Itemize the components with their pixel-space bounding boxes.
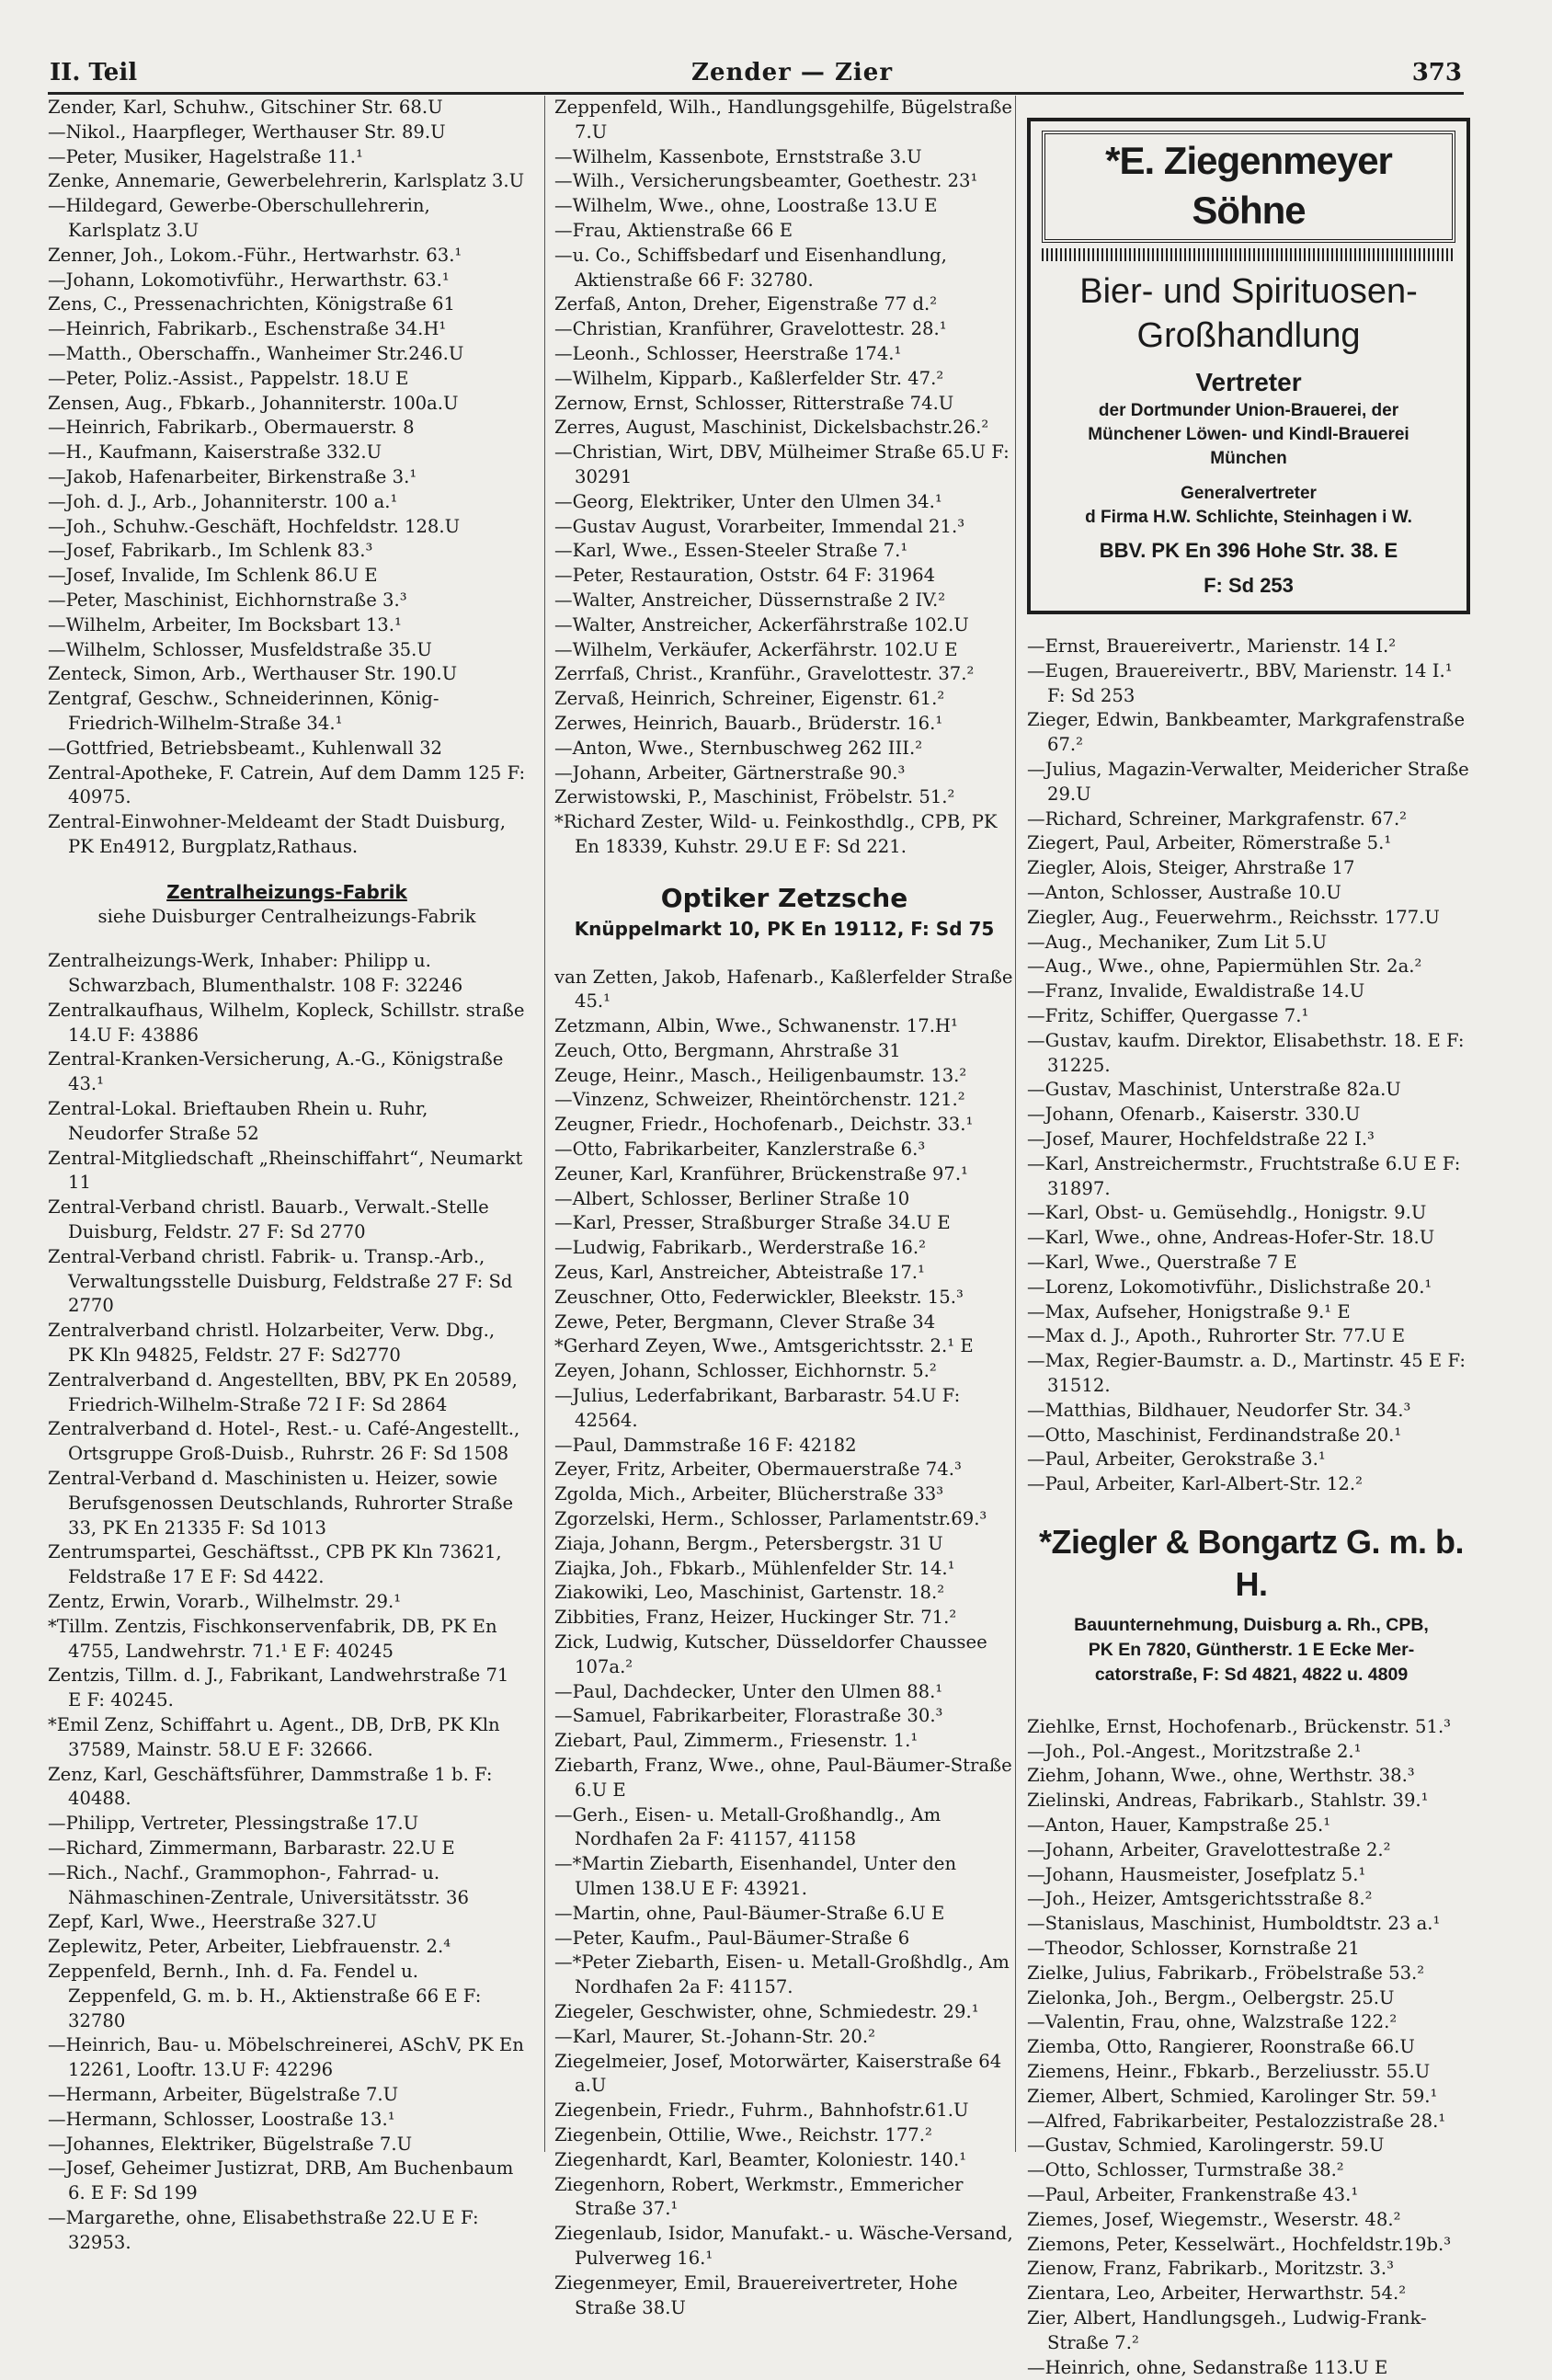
directory-entry: —Peter, Musiker, Hagelstraße 11.¹ (48, 145, 363, 167)
directory-entry: Ziegeler, Geschwister, ohne, Schmiedestr. 29.¹ (554, 2000, 979, 2022)
directory-entry: Zentral-Kranken-Versicherung, A.-G., Königstraße 43.¹ (48, 1048, 504, 1095)
directory-entry: —Walter, Anstreicher, Düssernstraße 2 IV.² (554, 589, 946, 611)
directory-entry: Zenner, Joh., Lokom.-Führ., Hertwarhstr. 63.¹ (48, 244, 462, 266)
directory-entry: —Aug., Mechaniker, Zum Lit 5.U (1027, 931, 1328, 953)
entry-list (554, 966, 1014, 2321)
directory-entry: Zepf, Karl, Wwe., Heerstraße 327.U (48, 1911, 378, 1933)
directory-entry: Zentral-Apotheke, F. Catrein, Auf dem Damm 125 F: 40975. (48, 761, 526, 808)
directory-entry: Ziegler, Aug., Feuerwehrm., Reichsstr. 177.U (1027, 906, 1440, 928)
directory-entry: —Christian, Wirt, DBV, Mülheimer Straße 65.U F: 30291 (554, 441, 1010, 487)
directory-entry: Zenke, Annemarie, Gewerbelehrerin, Karlsplatz 3.U (48, 170, 525, 192)
directory-entry: —Martin, ohne, Paul-Bäumer-Straße 6.U E (554, 1902, 945, 1924)
directory-entry: —Anton, Hauer, Kampstraße 25.¹ (1027, 1814, 1331, 1836)
directory-entry: Zentralverband d. Angestellten, BBV, PK En 20589, Friedrich-Wilhelm-Straße 72 I F: Sd 2864 (48, 1368, 518, 1415)
directory-entry: —Peter, Poliz.-Assist., Pappelstr. 18.U E (48, 367, 409, 389)
directory-entry: —Josef, Geheimer Justizrat, DRB, Am Buchenbaum 6. E F: Sd 199 (48, 2157, 514, 2204)
directory-entry: Zienow, Franz, Fabrikarb., Moritzstr. 3.³ (1027, 2258, 1394, 2280)
column-3 (1015, 96, 1476, 2378)
directory-entry: Zentralverband d. Hotel-, Rest.- u. Café-Angestellt., Ortsgruppe Groß-Duisb., Ruhrstr. 26 F: Sd 1508 (48, 1418, 520, 1465)
directory-entry: —Rich., Nachf., Grammophon-, Fahrrad- u. Nähmaschinen-Zentrale, Universitätsstr. 36 (48, 1861, 469, 1908)
directory-entry: —Joh., Schuhw.-Geschäft, Hochfeldstr. 128.U (48, 515, 461, 537)
directory-entry: —Ludwig, Fabrikarb., Werderstraße 16.² (554, 1237, 926, 1259)
directory-entry: Zentral-Verband christl. Fabrik- u. Transp.-Arb., Verwaltungsstelle Duisburg, Feldstraße 27 F: Sd 2770 (48, 1245, 513, 1317)
directory-entry: Zgolda, Mich., Arbeiter, Blücherstraße 33³ (554, 1483, 944, 1505)
directory-entry: —Lorenz, Lokomotivführ., Dislichstraße 20.¹ (1027, 1276, 1432, 1298)
ad-phone: F: Sd 253 (1204, 574, 1294, 597)
directory-entry: Zerwes, Heinrich, Bauarb., Brüderstr. 16.¹ (554, 712, 943, 734)
page-header (48, 55, 1464, 95)
directory-entry: Zewe, Peter, Bergmann, Clever Straße 34 (554, 1310, 936, 1333)
directory-entry: Zentgraf, Geschw., Schneiderinnen, König-Friedrich-Wilhelm-Straße 34.¹ (48, 688, 439, 734)
directory-entry: Zeuch, Otto, Bergmann, Ahrstraße 31 (554, 1039, 901, 1061)
directory-entry: —Karl, Presser, Straßburger Straße 34.U E (554, 1212, 951, 1234)
directory-entry: —Peter, Kaufm., Paul-Bäumer-Straße 6 (554, 1927, 910, 1949)
advertisement-optiker (554, 880, 1014, 942)
directory-entry: —Gustav, Schmied, Karolingerstr. 59.U (1027, 2134, 1385, 2157)
directory-entry: *Emil Zenz, Schiffahrt u. Agent., DB, DrB, PK Kln 37589, Mainstr. 58.U E F: 32666. (48, 1714, 500, 1760)
directory-entry: —Julius, Magazin-Verwalter, Meidericher Straße 29.U (1027, 758, 1469, 805)
ad-line: München (1210, 449, 1287, 468)
directory-entry: —Karl, Wwe., Essen-Steeler Straße 7.¹ (554, 540, 908, 562)
directory-entry: —Anton, Schlosser, Austraße 10.U (1027, 881, 1341, 903)
directory-entry: —Otto, Maschinist, Ferdinandstraße 20.¹ (1027, 1424, 1402, 1446)
entry-list (48, 96, 526, 860)
directory-entry: —Paul, Arbeiter, Frankenstraße 43.¹ (1027, 2184, 1359, 2206)
directory-entry: Zeugner, Friedr., Hochofenarb., Deichstr. 33.¹ (554, 1114, 974, 1136)
directory-entry: Zeuge, Heinr., Masch., Heiligenbaumstr. 13.² (554, 1064, 967, 1086)
directory-entry: Zentralheizungs-Werk, Inhaber: Philipp u. Schwarzbach, Blumenthalstr. 108 F: 32246 (48, 950, 463, 997)
directory-entry: —Joh., Pol.-Angest., Moritzstraße 2.¹ (1027, 1740, 1362, 1762)
directory-entry: —Ernst, Brauereivertr., Marienstr. 14 I.² (1027, 635, 1397, 657)
directory-entry: Zielke, Julius, Fabrikarb., Fröbelstraße 53.² (1027, 1962, 1425, 1984)
directory-entry: Zervaß, Heinrich, Schreiner, Eigenstr. 61.² (554, 688, 945, 710)
directory-entry: Zielinski, Andreas, Fabrikarb., Stahlstr. 39.¹ (1027, 1790, 1429, 1812)
directory-entry: —Otto, Schlosser, Turmstraße 38.² (1027, 2159, 1344, 2181)
entry-list (554, 96, 1014, 860)
directory-entry: —Josef, Invalide, Im Schlenk 86.U E (48, 565, 378, 587)
directory-entry: Zeppenfeld, Bernh., Inh. d. Fa. Fendel u. Zeppenfeld, G. m. b. H., Aktienstraße 66 E F: 32780 (48, 1960, 482, 2031)
ad-line: Münchener Löwen- und Kindl-Brauerei (1088, 425, 1409, 444)
directory-entry: —Paul, Dachdecker, Unter den Ulmen 88.¹ (554, 1680, 943, 1702)
header-range-label: Zender — Zier (691, 59, 894, 86)
directory-entry: Zerfaß, Anton, Dreher, Eigenstraße 77 d.² (554, 293, 938, 315)
directory-entry: Zentzis, Tillm. d. J., Fabrikant, Landwehrstraße 71 E F: 40245. (48, 1665, 509, 1711)
directory-entry: Zerwistowski, P., Maschinist, Fröbelstr. 51.² (554, 786, 955, 808)
section-title: Zentralheizungs-Fabrik (166, 880, 407, 903)
ad-business-name: *Ziegler & Bongartz G. m. b. H. (1038, 1522, 1465, 1603)
ad-contact: BBV. PK En 396 Hohe Str. 38. E (1099, 539, 1398, 562)
directory-entry: Zentral-Mitgliedschaft „Rheinschiffahrt“, Neumarkt 11 (48, 1147, 523, 1194)
directory-entry: —Wilhelm, Arbeiter, Im Bocksbart 13.¹ (48, 613, 402, 635)
directory-entry: —Karl, Wwe., Querstraße 7 E (1027, 1251, 1297, 1273)
directory-entry: Ziajka, Joh., Fbkarb., Mühlenfelder Str. 14.¹ (554, 1557, 955, 1579)
directory-entry: Zentz, Erwin, Vorarb., Wilhelmstr. 29.¹ (48, 1591, 402, 1613)
directory-entry: —Joh. d. J., Arb., Johanniterstr. 100 a.¹ (48, 490, 398, 512)
directory-entry: —Anton, Wwe., Sternbuschweg 262 III.² (554, 737, 923, 759)
directory-entry: Zgorzelski, Herm., Schlosser, Parlamentstr.69.³ (554, 1508, 987, 1530)
directory-entry: —Margarethe, ohne, Elisabethstraße 22.U E F: 32953. (48, 2206, 479, 2253)
ad-business-name: Optiker Zetzsche (660, 882, 908, 913)
directory-entry: Ziemer, Albert, Schmied, Karolinger Str. 59.¹ (1027, 2085, 1438, 2107)
directory-entry: —H., Kaufmann, Kaiserstraße 332.U (48, 441, 382, 463)
directory-entry: —Wilhelm, Verkäufer, Ackerfährstr. 102.U E (554, 638, 958, 660)
page-number: 373 (1411, 59, 1462, 86)
directory-entry: Ziegenlaub, Isidor, Manufakt.- u. Wäsche-Versand, Pulverweg 16.¹ (554, 2223, 1013, 2269)
directory-entry: Zenz, Karl, Geschäftsführer, Dammstraße 1 b. F: 40488. (48, 1763, 493, 1810)
directory-entry: Ziebart, Paul, Zimmerm., Friesenstr. 1.¹ (554, 1730, 919, 1752)
directory-entry: *Tillm. Zentzis, Fischkonservenfabrik, DB, PK En 4755, Landwehrstr. 71.¹ E F: 40245 (48, 1615, 497, 1662)
directory-entry: Zernow, Ernst, Schlosser, Ritterstraße 74.U (554, 392, 954, 414)
directory-entry: —Max d. J., Apoth., Ruhrorter Str. 77.U E (1027, 1325, 1406, 1347)
ad-divider (1042, 248, 1455, 261)
directory-entry: —Karl, Anstreichermstr., Fruchtstraße 6.U E F: 31897. (1027, 1152, 1461, 1199)
column-2 (544, 96, 1014, 2318)
directory-entry: Ziegenmeyer, Emil, Brauereivertreter, Hohe Straße 38.U (554, 2271, 958, 2318)
directory-entry: Ziehm, Johann, Wwe., ohne, Werthstr. 38.³ (1027, 1765, 1415, 1787)
ad-line: Bauunternehmung, Duisburg a. Rh., CPB, (1074, 1614, 1429, 1635)
directory-entry: —Johann, Ofenarb., Kaiserstr. 330.U (1027, 1104, 1361, 1126)
advertisement-ziegler-bongartz (1027, 1521, 1476, 1688)
entry-list (1027, 1715, 1476, 2380)
directory-entry: —Wilhelm, Kipparb., Kaßlerfelder Str. 47.² (554, 367, 944, 389)
directory-entry: —Johann, Hausmeister, Josefplatz 5.¹ (1027, 1863, 1366, 1885)
directory-entry: Ziemens, Heinr., Fbkarb., Berzeliusstr. 55.U (1027, 2061, 1431, 2083)
directory-entry: Zier, Albert, Handlungsgeh., Ludwig-Frank-Straße 7.² (1027, 2307, 1427, 2353)
directory-entry: Zetzmann, Albin, Wwe., Schwanenstr. 17.H¹ (554, 1015, 958, 1037)
directory-entry: —Josef, Fabrikarb., Im Schlenk 83.³ (48, 540, 373, 562)
directory-entry: —Peter, Restauration, Oststr. 64 F: 31964 (554, 565, 936, 587)
directory-entry: —Wilhelm, Wwe., ohne, Loostraße 13.U E (554, 195, 938, 217)
directory-entry: —Heinrich, Fabrikarb., Obermauerstr. 8 (48, 417, 415, 439)
directory-entry: Zentralverband christl. Holzarbeiter, Verw. Dbg., PK Kln 94825, Feldstr. 27 F: Sd2770 (48, 1320, 496, 1367)
directory-entry: —Johannes, Elektriker, Bügelstraße 7.U (48, 2133, 413, 2155)
directory-entry: —Hildegard, Gewerbe-Oberschullehrerin, Karlsplatz 3.U (48, 195, 430, 241)
directory-entry: —Karl, Obst- u. Gemüsehdlg., Honigstr. 9.U (1027, 1202, 1427, 1224)
directory-entry: Ziegenbein, Friedr., Fuhrm., Bahnhofstr.61.U (554, 2100, 969, 2122)
directory-entry: —Gustav, Maschinist, Unterstraße 82a.U (1027, 1079, 1401, 1101)
directory-entry: —Peter, Maschinist, Eichhornstraße 3.³ (48, 589, 407, 611)
directory-entry: Ziehlke, Ernst, Hochofenarb., Brückenstr. 51.³ (1027, 1715, 1452, 1737)
ad-line: d Firma H.W. Schlichte, Steinhagen i W. (1085, 508, 1412, 527)
directory-entry: Zentral-Verband d. Maschinisten u. Heizer, sowie Berufsgenossen Deutschlands, Ruhrorter Straße 33, PK En 21335 F: Sd 1013 (48, 1468, 514, 1539)
directory-entry: Zentrumspartei, Geschäftsst., CPB PK Kln 73621, Feldstraße 17 E F: Sd 4422. (48, 1541, 502, 1588)
ad-address: Knüppelmarkt 10, PK En 19112, F: Sd 75 (574, 917, 995, 940)
directory-entry: —Josef, Maurer, Hochfeldstraße 22 I.³ (1027, 1127, 1375, 1150)
directory-entry: Ziegert, Paul, Arbeiter, Römerstraße 5.¹ (1027, 832, 1392, 854)
entry-list (48, 949, 526, 2255)
directory-entry: —Gerh., Eisen- u. Metall-Großhandlg., Am Nordhafen 2a F: 41157, 41158 (554, 1803, 941, 1850)
directory-entry: —Wilh., Versicherungsbeamter, Goethestr. 23¹ (554, 170, 978, 192)
directory-entry: Ziemba, Otto, Rangierer, Roonstraße 66.U (1027, 2036, 1415, 2058)
entry-list (1027, 635, 1476, 1497)
directory-entry: Zibbities, Franz, Heizer, Huckinger Str. 71.² (554, 1607, 957, 1629)
directory-entry: —Paul, Arbeiter, Karl-Albert-Str. 12.² (1027, 1473, 1363, 1495)
ad-heading: Vertreter (1195, 368, 1302, 396)
directory-entry: Zeuner, Karl, Kranführer, Brückenstraße 97.¹ (554, 1162, 968, 1184)
directory-entry: Zenteck, Simon, Arb., Werthauser Str. 190.U (48, 663, 458, 685)
directory-entry: —Richard, Zimmermann, Barbarastr. 22.U E (48, 1836, 455, 1859)
directory-entry: —Max, Aufseher, Honigstraße 9.¹ E (1027, 1300, 1351, 1322)
directory-entry: —Otto, Fabrikarbeiter, Kanzlerstraße 6.³ (554, 1139, 926, 1161)
directory-entry: —Nikol., Haarpfleger, Werthauser Str. 89.U (48, 120, 446, 143)
directory-entry: —Alfred, Fabrikarbeiter, Pestalozzistraße 28.¹ (1027, 2110, 1446, 2132)
directory-entry: —Gottfried, Betriebsbeamt., Kuhlenwall 32 (48, 737, 442, 759)
directory-entry: —Leonh., Schlosser, Heerstraße 174.¹ (554, 342, 902, 364)
directory-entry: —Wilhelm, Kassenbote, Ernststraße 3.U (554, 145, 922, 167)
directory-entry: Zielonka, Joh., Bergm., Oelbergstr. 25.U (1027, 1986, 1395, 2008)
directory-entry: —Paul, Arbeiter, Gerokstraße 3.¹ (1027, 1448, 1326, 1470)
directory-entry: —Fritz, Schiffer, Quergasse 7.¹ (1027, 1004, 1309, 1026)
directory-entry: —Heinrich, Fabrikarb., Eschenstraße 34.H¹ (48, 318, 447, 340)
directory-entry: —Hermann, Schlosser, Loostraße 13.¹ (48, 2108, 395, 2130)
directory-entry: —Philipp, Vertreter, Plessingstraße 17.U (48, 1813, 419, 1835)
directory-entry: Zientara, Leo, Arbeiter, Herwarthstr. 54.² (1027, 2283, 1407, 2305)
directory-entry: Zeyer, Fritz, Arbeiter, Obermauerstraße 74.³ (554, 1459, 962, 1481)
directory-entry: *Gerhard Zeyen, Wwe., Amtsgerichtsstr. 2.¹ E (554, 1335, 974, 1357)
directory-entry: Ziegenhorn, Robert, Werkmstr., Emmericher Straße 37.¹ (554, 2173, 964, 2220)
header-part-label: II. Teil (50, 59, 138, 86)
directory-entry: —Matthias, Bildhauer, Neudorfer Str. 34.³ (1027, 1399, 1411, 1421)
ad-line: PK En 7820, Güntherstr. 1 E Ecke Mer- (1088, 1639, 1415, 1660)
directory-entry: Ziebarth, Franz, Wwe., ohne, Paul-Bäumer-Straße 6.U E (554, 1755, 1012, 1801)
directory-entry: —Julius, Lederfabrikant, Barbarastr. 54.U F: 42564. (554, 1385, 961, 1431)
directory-entry: Zerrfaß, Christ., Kranführ., Gravelottestr. 37.² (554, 663, 975, 685)
directory-entry: —Matth., Oberschaffn., Wanheimer Str.246.U (48, 342, 464, 364)
directory-entry: —Albert, Schlosser, Berliner Straße 10 (554, 1187, 910, 1209)
directory-entry: Zentral-Verband christl. Bauarb., Verwalt.-Stelle Duisburg, Feldstr. 27 F: Sd 2770 (48, 1196, 489, 1243)
directory-entry: —Christian, Kranführer, Gravelottestr. 28.¹ (554, 318, 947, 340)
column-1 (48, 96, 526, 2253)
directory-entry: Zeus, Karl, Anstreicher, Abteistraße 17.¹ (554, 1262, 925, 1284)
directory-entry: Zentral-Lokal. Brieftauben Rhein u. Ruhr, Neudorfer Straße 52 (48, 1098, 428, 1144)
directory-entry: —Georg, Elektriker, Unter den Ulmen 34.¹ (554, 490, 942, 512)
directory-entry: Zensen, Aug., Fbkarb., Johanniterstr. 100a.U (48, 392, 459, 414)
directory-entry: Zick, Ludwig, Kutscher, Düsseldorfer Chaussee 107a.² (554, 1631, 987, 1677)
directory-entry: —Gustav, kaufm. Direktor, Elisabethstr. 18. E F: 31225. (1027, 1029, 1465, 1076)
directory-entry: —Heinrich, Bau- u. Möbelschreinerei, ASchV, PK En 12261, Looftr. 13.U F: 42296 (48, 2034, 524, 2081)
ad-line: der Dortmunder Union-Brauerei, der (1098, 401, 1399, 420)
directory-entry: —*Martin Ziebarth, Eisenhandel, Unter den Ulmen 138.U E F: 43921. (554, 1853, 957, 1899)
directory-entry: Ziegler, Alois, Steiger, Ahrstraße 17 (1027, 857, 1355, 879)
directory-entry: *Richard Zester, Wild- u. Feinkosthdlg., CPB, PK En 18339, Kuhstr. 29.U E F: Sd 221. (554, 811, 998, 857)
directory-entry: Zens, C., Pressenachrichten, Königstraße 61 (48, 293, 455, 315)
directory-entry: Zerres, August, Maschinist, Dickelsbachstr.26.² (554, 417, 989, 439)
directory-entry: —Stanislaus, Maschinist, Humboldtstr. 23 a.¹ (1027, 1913, 1441, 1935)
directory-entry: Ziegelmeier, Josef, Motorwärter, Kaiserstraße 64 a.U (554, 2050, 1002, 2097)
directory-entry: Ziegenhardt, Karl, Beamter, Koloniestr. 140.¹ (554, 2148, 967, 2170)
directory-entry: Ziaja, Johann, Bergm., Petersbergstr. 31 U (554, 1532, 943, 1554)
ad-line: Generalvertreter (1181, 484, 1317, 503)
directory-entry: —Karl, Maurer, St.-Johann-Str. 20.² (554, 2025, 875, 2047)
directory-entry: van Zetten, Jakob, Hafenarb., Kaßlerfelder Straße 45.¹ (554, 966, 1013, 1013)
directory-entry: —Wilhelm, Schlosser, Musfeldstraße 35.U (48, 638, 432, 660)
section-reference: siehe Duisburger Centralheizungs-Fabrik (97, 905, 476, 927)
directory-entry: —Theodor, Schlosser, Kornstraße 21 (1027, 1938, 1360, 1960)
directory-entry: —Hermann, Arbeiter, Bügelstraße 7.U (48, 2083, 399, 2105)
directory-entry: Ziemes, Josef, Wiegemstr., Weserstr. 48.² (1027, 2208, 1401, 2230)
directory-entry: —u. Co., Schiffsbedarf und Eisenhandlung, Aktienstraße 66 F: 32780. (554, 244, 947, 291)
directory-entry: —Joh., Heizer, Amtsgerichtsstraße 8.² (1027, 1888, 1373, 1910)
directory-entry: Zentralkaufhaus, Wilhelm, Kopleck, Schillstr. straße 14.U F: 43886 (48, 999, 525, 1046)
directory-entry: —Jakob, Hafenarbeiter, Birkenstraße 3.¹ (48, 465, 417, 487)
directory-entry: —Karl, Wwe., ohne, Andreas-Hofer-Str. 18.U (1027, 1227, 1435, 1249)
directory-entry: —Valentin, Frau, ohne, Walzstraße 122.² (1027, 2011, 1398, 2033)
directory-entry: Zeplewitz, Peter, Arbeiter, Liebfrauenstr. 2.⁴ (48, 1936, 451, 1958)
directory-entry: Ziemons, Peter, Kesselwärt., Hochfeldstr.19b.³ (1027, 2233, 1452, 2255)
directory-entry: —Johann, Arbeiter, Gärtnerstraße 90.³ (554, 761, 906, 784)
directory-entry: —Johann, Arbeiter, Gravelottestraße 2.² (1027, 1838, 1391, 1860)
directory-entry: Zeyen, Johann, Schlosser, Eichhornstr. 5.² (554, 1360, 937, 1382)
directory-entry: Zeppenfeld, Wilh., Handlungsgehilfe, Bügelstraße 7.U (554, 97, 1012, 143)
directory-entry: —Gustav August, Vorarbeiter, Immendal 21.³ (554, 515, 965, 537)
directory-entry: Ziegenbein, Ottilie, Wwe., Reichstr. 177.² (554, 2123, 932, 2145)
directory-entry: —Richard, Schreiner, Markgrafenstr. 67.² (1027, 807, 1408, 830)
directory-entry: —Walter, Anstreicher, Ackerfährstraße 102.U (554, 613, 969, 635)
directory-entry: —Franz, Invalide, Ewaldistraße 14.U (1027, 980, 1365, 1002)
directory-entry: —Eugen, Brauereivertr., BBV, Marienstr. 14 I.¹ F: Sd 253 (1027, 659, 1453, 706)
directory-entry: —Aug., Wwe., ohne, Papiermühlen Str. 2a.² (1027, 955, 1422, 978)
directory-entry: Zentral-Einwohner-Meldeamt der Stadt Duisburg, PK En4912, Burgplatz,Rathaus. (48, 811, 506, 857)
directory-entry: —Frau, Aktienstraße 66 E (554, 219, 793, 241)
directory-entry: —Paul, Dammstraße 16 F: 42182 (554, 1434, 857, 1456)
directory-entry: —Max, Regier-Baumstr. a. D., Martinstr. 45 E F: 31512. (1027, 1350, 1466, 1396)
advertisement-ziegenmeyer (1027, 118, 1470, 614)
directory-entry: —Heinrich, ohne, Sedanstraße 113.U E (1027, 2356, 1388, 2378)
directory-entry: Zieger, Edwin, Bankbeamter, Markgrafenstraße 67.² (1027, 709, 1466, 756)
ad-tagline: Bier- und Spirituosen- (1079, 272, 1418, 311)
directory-entry: —Vinzenz, Schweizer, Rheintörchenstr. 121.² (554, 1089, 965, 1111)
ad-tagline: Großhandlung (1136, 316, 1361, 355)
ad-line: catorstraße, F: Sd 4821, 4822 u. 4809 (1094, 1664, 1409, 1685)
directory-entry: —Samuel, Fabrikarbeiter, Florastraße 30.³ (554, 1705, 943, 1727)
directory-entry: —*Peter Ziebarth, Eisen- u. Metall-Großhdlg., Am Nordhafen 2a F: 41157. (554, 1951, 1010, 1998)
directory-entry: Zeuschner, Otto, Federwickler, Bleekstr. 15.³ (554, 1286, 964, 1308)
directory-entry: Zender, Karl, Schuhw., Gitschiner Str. 68.U (48, 97, 443, 118)
directory-entry: Ziakowiki, Leo, Maschinist, Gartenstr. 18.² (554, 1582, 945, 1604)
directory-entry: —Johann, Lokomotivführ., Herwarthstr. 63.¹ (48, 269, 450, 291)
ad-business-name: *E. Ziegenmeyer Söhne (1042, 131, 1455, 243)
